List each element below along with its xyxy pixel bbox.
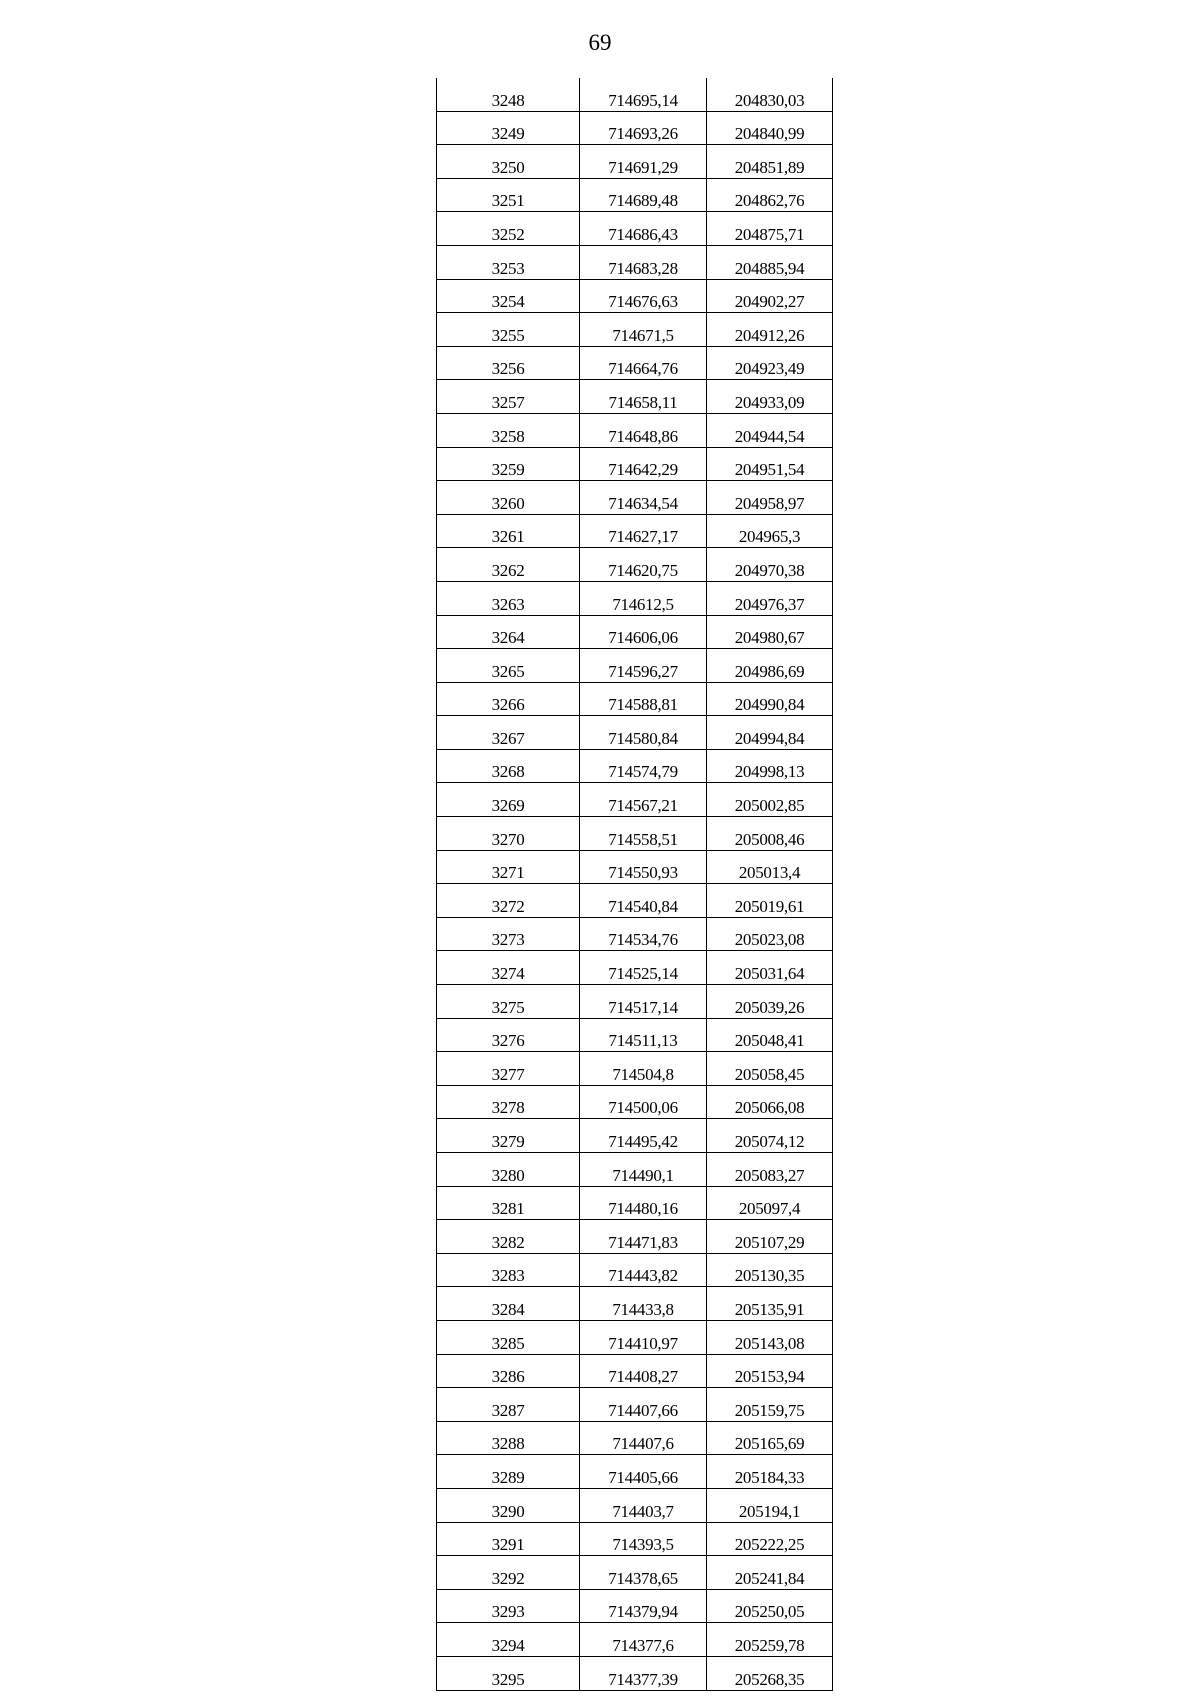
table-row [437,1388,833,1422]
table-row [437,850,833,884]
table-row [437,1488,833,1522]
table-row [437,78,833,111]
table-row [437,111,833,145]
page-number: 69 [588,30,612,55]
y-coordinate-cell: 205259,78 [707,1623,833,1657]
x-coordinate-cell: 714408,27 [580,1354,707,1388]
table-row [437,1085,833,1119]
table-row [437,447,833,481]
y-coordinate-cell: 204830,03 [707,78,833,111]
x-coordinate-cell: 714671,5 [580,313,707,347]
table-row [437,1354,833,1388]
point-number-cell: 3286 [437,1354,580,1388]
point-number-cell: 3266 [437,682,580,716]
x-coordinate-cell: 714676,63 [580,279,707,313]
y-coordinate-cell: 204986,69 [707,649,833,683]
table-row [437,985,833,1019]
y-coordinate-cell: 204944,54 [707,413,833,447]
y-coordinate-cell: 205019,61 [707,884,833,918]
x-coordinate-cell: 714511,13 [580,1018,707,1052]
table-row [437,380,833,414]
y-coordinate-cell: 204933,09 [707,380,833,414]
table-row [437,145,833,179]
y-coordinate-cell: 205058,45 [707,1052,833,1086]
table-row [437,1153,833,1187]
y-coordinate-cell: 204902,27 [707,279,833,313]
y-coordinate-cell: 204851,89 [707,145,833,179]
x-coordinate-cell: 714642,29 [580,447,707,481]
x-coordinate-cell: 714648,86 [580,413,707,447]
y-coordinate-cell: 205130,35 [707,1253,833,1287]
point-number-cell: 3285 [437,1320,580,1354]
y-coordinate-cell: 204958,97 [707,481,833,515]
x-coordinate-cell: 714689,48 [580,178,707,212]
x-coordinate-cell: 714627,17 [580,514,707,548]
y-coordinate-cell: 204970,38 [707,548,833,582]
point-number-cell: 3268 [437,749,580,783]
y-coordinate-cell: 205097,4 [707,1186,833,1220]
y-coordinate-cell: 205031,64 [707,951,833,985]
point-number-cell: 3284 [437,1287,580,1321]
x-coordinate-cell: 714504,8 [580,1052,707,1086]
x-coordinate-cell: 714658,11 [580,380,707,414]
table-row [437,581,833,615]
y-coordinate-cell: 204998,13 [707,749,833,783]
point-number-cell: 3270 [437,817,580,851]
x-coordinate-cell: 714379,94 [580,1589,707,1623]
table-row [437,1018,833,1052]
table-row [437,1220,833,1254]
x-coordinate-cell: 714495,42 [580,1119,707,1153]
y-coordinate-cell: 205184,33 [707,1455,833,1489]
point-number-cell: 3288 [437,1421,580,1455]
point-number-cell: 3254 [437,279,580,313]
point-number-cell: 3256 [437,346,580,380]
y-coordinate-cell: 205039,26 [707,985,833,1019]
x-coordinate-cell: 714525,14 [580,951,707,985]
x-coordinate-cell: 714686,43 [580,212,707,246]
table-row [437,615,833,649]
x-coordinate-cell: 714378,65 [580,1556,707,1590]
point-number-cell: 3265 [437,649,580,683]
y-coordinate-cell: 205222,25 [707,1522,833,1556]
x-coordinate-cell: 714620,75 [580,548,707,582]
x-coordinate-cell: 714606,06 [580,615,707,649]
table-row [437,951,833,985]
point-number-cell: 3287 [437,1388,580,1422]
x-coordinate-cell: 714693,26 [580,111,707,145]
point-number-cell: 3262 [437,548,580,582]
x-coordinate-cell: 714480,16 [580,1186,707,1220]
point-number-cell: 3274 [437,951,580,985]
x-coordinate-cell: 714664,76 [580,346,707,380]
point-number-cell: 3292 [437,1556,580,1590]
point-number-cell: 3258 [437,413,580,447]
y-coordinate-cell: 204912,26 [707,313,833,347]
table-row [437,649,833,683]
y-coordinate-cell: 204862,76 [707,178,833,212]
point-number-cell: 3263 [437,581,580,615]
table-row [437,514,833,548]
point-number-cell: 3261 [437,514,580,548]
point-number-cell: 3289 [437,1455,580,1489]
y-coordinate-cell: 205107,29 [707,1220,833,1254]
x-coordinate-cell: 714377,39 [580,1656,707,1690]
table-row [437,682,833,716]
table-row [437,245,833,279]
x-coordinate-cell: 714695,14 [580,78,707,111]
y-coordinate-cell: 205008,46 [707,817,833,851]
x-coordinate-cell: 714683,28 [580,245,707,279]
point-number-cell: 3279 [437,1119,580,1153]
x-coordinate-cell: 714596,27 [580,649,707,683]
y-coordinate-cell: 205135,91 [707,1287,833,1321]
y-coordinate-cell: 205250,05 [707,1589,833,1623]
point-number-cell: 3291 [437,1522,580,1556]
point-number-cell: 3281 [437,1186,580,1220]
table-row [437,1421,833,1455]
table-row [437,716,833,750]
y-coordinate-cell: 204875,71 [707,212,833,246]
point-number-cell: 3259 [437,447,580,481]
table-row [437,178,833,212]
table-row [437,783,833,817]
point-number-cell: 3252 [437,212,580,246]
point-number-cell: 3282 [437,1220,580,1254]
y-coordinate-cell: 205013,4 [707,850,833,884]
table-row [437,1589,833,1623]
x-coordinate-cell: 714550,93 [580,850,707,884]
table-row [437,1522,833,1556]
point-number-cell: 3253 [437,245,580,279]
table-row [437,212,833,246]
y-coordinate-cell: 204990,84 [707,682,833,716]
y-coordinate-cell: 205143,08 [707,1320,833,1354]
x-coordinate-cell: 714405,66 [580,1455,707,1489]
point-number-cell: 3275 [437,985,580,1019]
x-coordinate-cell: 714612,5 [580,581,707,615]
table-row [437,1623,833,1657]
y-coordinate-cell: 204951,54 [707,447,833,481]
point-number-cell: 3280 [437,1153,580,1187]
y-coordinate-cell: 205083,27 [707,1153,833,1187]
table-row [437,548,833,582]
x-coordinate-cell: 714574,79 [580,749,707,783]
table-row [437,1119,833,1153]
table-row [437,917,833,951]
point-number-cell: 3293 [437,1589,580,1623]
point-number-cell: 3271 [437,850,580,884]
table-row [437,749,833,783]
x-coordinate-cell: 714471,83 [580,1220,707,1254]
y-coordinate-cell: 205153,94 [707,1354,833,1388]
x-coordinate-cell: 714433,8 [580,1287,707,1321]
point-number-cell: 3248 [437,78,580,111]
y-coordinate-cell: 204923,49 [707,346,833,380]
x-coordinate-cell: 714407,6 [580,1421,707,1455]
y-coordinate-cell: 205066,08 [707,1085,833,1119]
x-coordinate-cell: 714534,76 [580,917,707,951]
point-number-cell: 3267 [437,716,580,750]
point-number-cell: 3272 [437,884,580,918]
point-number-cell: 3269 [437,783,580,817]
table-row [437,1556,833,1590]
table-row [437,1253,833,1287]
point-number-cell: 3295 [437,1656,580,1690]
y-coordinate-cell: 204840,99 [707,111,833,145]
point-number-cell: 3250 [437,145,580,179]
x-coordinate-cell: 714377,6 [580,1623,707,1657]
x-coordinate-cell: 714588,81 [580,682,707,716]
x-coordinate-cell: 714443,82 [580,1253,707,1287]
y-coordinate-cell: 205048,41 [707,1018,833,1052]
y-coordinate-cell: 205241,84 [707,1556,833,1590]
y-coordinate-cell: 205074,12 [707,1119,833,1153]
point-number-cell: 3290 [437,1488,580,1522]
x-coordinate-cell: 714567,21 [580,783,707,817]
y-coordinate-cell: 204965,3 [707,514,833,548]
coordinates-table [436,78,833,1691]
point-number-cell: 3257 [437,380,580,414]
table-row [437,1656,833,1690]
point-number-cell: 3294 [437,1623,580,1657]
y-coordinate-cell: 204980,67 [707,615,833,649]
x-coordinate-cell: 714517,14 [580,985,707,1019]
point-number-cell: 3283 [437,1253,580,1287]
y-coordinate-cell: 205002,85 [707,783,833,817]
x-coordinate-cell: 714500,06 [580,1085,707,1119]
y-coordinate-cell: 204994,84 [707,716,833,750]
x-coordinate-cell: 714691,29 [580,145,707,179]
table-row [437,1455,833,1489]
x-coordinate-cell: 714580,84 [580,716,707,750]
table-row [437,817,833,851]
table-row [437,481,833,515]
table-row [437,413,833,447]
table-row [437,279,833,313]
table-row [437,884,833,918]
x-coordinate-cell: 714558,51 [580,817,707,851]
y-coordinate-cell: 204976,37 [707,581,833,615]
x-coordinate-cell: 714540,84 [580,884,707,918]
point-number-cell: 3273 [437,917,580,951]
point-number-cell: 3277 [437,1052,580,1086]
y-coordinate-cell: 204885,94 [707,245,833,279]
point-number-cell: 3264 [437,615,580,649]
point-number-cell: 3251 [437,178,580,212]
x-coordinate-cell: 714490,1 [580,1153,707,1187]
x-coordinate-cell: 714410,97 [580,1320,707,1354]
y-coordinate-cell: 205268,35 [707,1656,833,1690]
x-coordinate-cell: 714634,54 [580,481,707,515]
point-number-cell: 3249 [437,111,580,145]
x-coordinate-cell: 714403,7 [580,1488,707,1522]
table-row [437,1186,833,1220]
x-coordinate-cell: 714407,66 [580,1388,707,1422]
point-number-cell: 3260 [437,481,580,515]
point-number-cell: 3255 [437,313,580,347]
table-row [437,1052,833,1086]
x-coordinate-cell: 714393,5 [580,1522,707,1556]
y-coordinate-cell: 205165,69 [707,1421,833,1455]
point-number-cell: 3276 [437,1018,580,1052]
table-row [437,1320,833,1354]
y-coordinate-cell: 205194,1 [707,1488,833,1522]
y-coordinate-cell: 205023,08 [707,917,833,951]
y-coordinate-cell: 205159,75 [707,1388,833,1422]
coordinates-table-body [437,78,833,1690]
table-row [437,1287,833,1321]
point-number-cell: 3278 [437,1085,580,1119]
table-row [437,313,833,347]
table-row [437,346,833,380]
